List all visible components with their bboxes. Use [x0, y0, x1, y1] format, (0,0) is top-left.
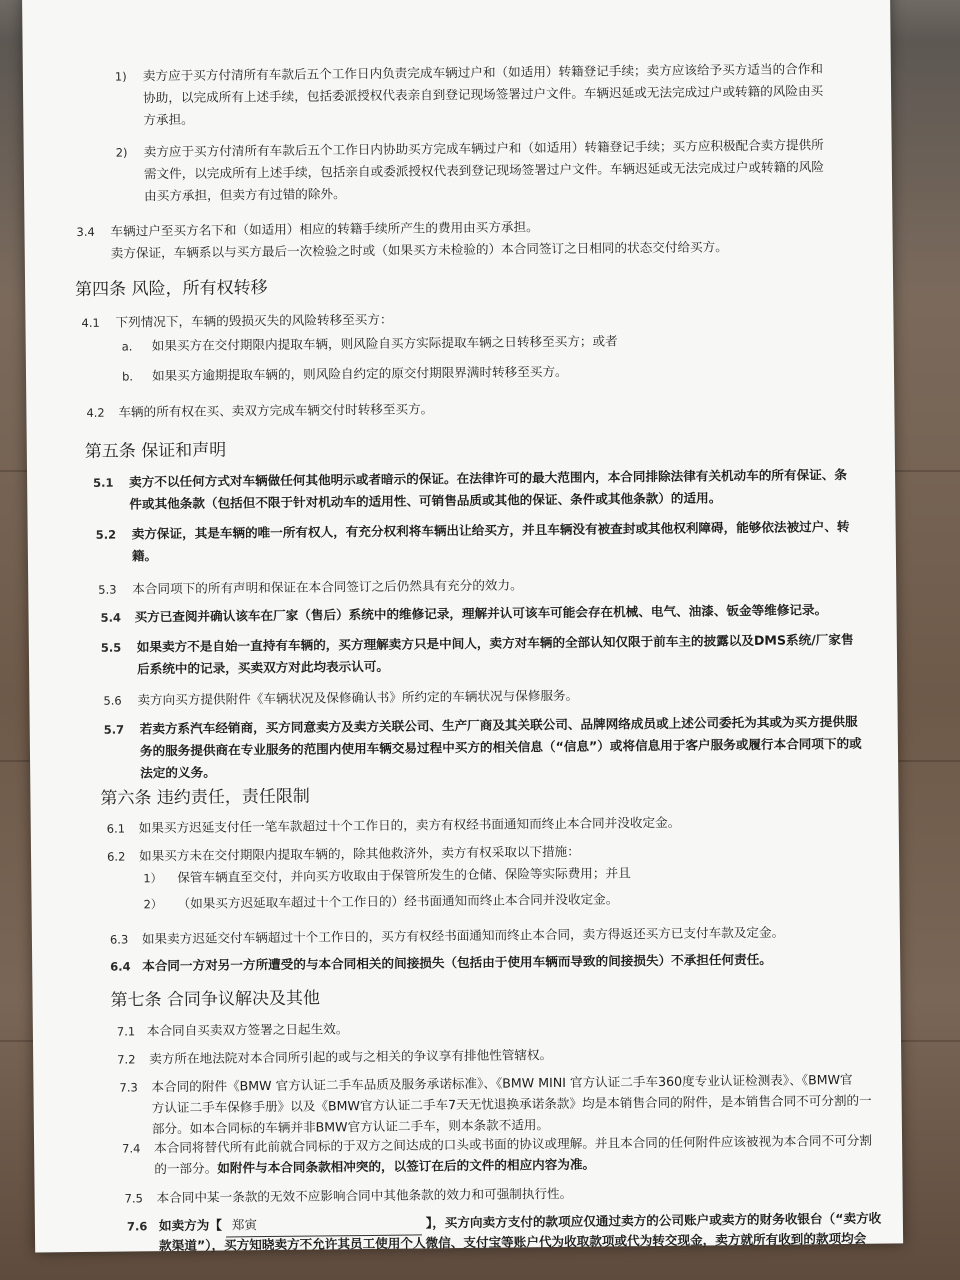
item-1-line: 协助，以完成所有上述手续，包括委派授权代表亲自到登记现场签署过户文件。车辆迟延或无法完成过户或转籍的风险由买 — [143, 83, 824, 106]
clause-6-4: 本合同一方对另一方所遭受的与本合同相关的间接损失（包括由于使用车辆而导致的间接损失）不承担任何责任。 — [142, 951, 772, 974]
clause-5-6: 卖方向买方提供附件《车辆状况及保修确认书》所约定的车辆状况与保修服务。 — [137, 687, 579, 708]
clause-3-4-line: 卖方保证，车辆系以与买方最后一次检验之时或（如果买方未检验的）本合同签订之日相同的状态交付给买方。 — [110, 239, 728, 261]
clause-number: 4.1 — [81, 315, 100, 330]
clause-number: 5.7 — [103, 722, 125, 737]
clause-number: 7.3 — [119, 1080, 138, 1095]
item-2-line: 需文件，以完成所有上述手续，包括亲自或委派授权代表到登记现场签署过户文件。车辆迟延或无法完成过户或转籍的风险 — [143, 159, 825, 182]
clause-7-6-suffix: 】，买方向卖方支付的款项应仅通过卖方的公司账户或卖方的财务收银台（“卖方收 — [425, 1210, 882, 1231]
clause-4-1-b: 如果买方逾期提取车辆的，则风险自约定的原交付期限界满时转移至买方。 — [151, 363, 568, 384]
clause-number: 3.4 — [76, 224, 95, 239]
clause-7-3-line: 部分。如本合同标的车辆并非BMW官方认证二手车，则本条款不适用。 — [151, 1117, 550, 1137]
subclause-number: 1） — [143, 871, 163, 886]
clause-number: 7.1 — [116, 1024, 136, 1039]
clause-number: 6.3 — [109, 932, 129, 947]
clause-5-2-line: 卖方保证，其是车辆的唯一所有权人，有充分权利将车辆出让给买方，并且车辆没有被查封或其他权利障碍，能够依法被过户、转 — [131, 518, 850, 542]
clause-number: 6.2 — [106, 849, 126, 864]
clause-6-3: 如果卖方迟延交付车辆超过十个工作日的，买方有权经书面通知而终止本合同，卖方得返还买方已支付车款及定金。 — [141, 924, 785, 947]
clause-number: 5.4 — [100, 610, 122, 625]
clause-7-5: 本合同中某一条款的无效不应影响合同中其他条款的效力和可强制执行性。 — [156, 1185, 573, 1206]
clause-6-2: 如果买方未在交付期限内提取车辆的，除其他救济外，卖方有权采取以下措施： — [138, 843, 580, 864]
clause-5-4: 买方已查阅并确认该车在厂家（售后）系统中的维修记录，理解并认可该车可能会存在机械、电气、油漆、钣金等维修记录。 — [134, 602, 828, 625]
clause-5-1-line: 件或其他条款（包括但不限于针对机动车的适用性、可销售品质或其他的保证、条件或其他条款）的适用。 — [129, 490, 722, 512]
clause-5-5-line: 后系统中的记录，买卖双方对此均表示认可。 — [137, 658, 390, 677]
item-2-line: 卖方应于买方付清所有车款后五个工作日内协助买方完成车辆过户和（如适用）转籍登记手续；买方应积极配合卖方提供所 — [143, 137, 824, 160]
clause-number: 6.4 — [110, 959, 131, 974]
clause-number: 7.4 — [122, 1141, 141, 1156]
clause-7-6-prefix: 如卖方为【 — [158, 1217, 222, 1234]
subclause-letter: b. — [121, 369, 134, 384]
clause-number: 7.6 — [126, 1219, 148, 1234]
clause-5-7-line: 若卖方系汽车经销商，买方同意卖方及卖方关联公司、生产厂商及其关联公司、品牌网络成员或上述公司委托为其或为买方提供服 — [139, 713, 858, 737]
clause-7-4-plain: 的一部分。 — [154, 1160, 218, 1177]
clause-7-6-line: 款渠道”），买方知晓卖方不允许其员工使用个人微信、支付宝等账户代为收取款项或代为转交现金，卖方就所有收到的款项均会 — [159, 1230, 867, 1254]
seller-name-field[interactable]: 郑寅 — [226, 1212, 422, 1237]
article-5-heading: 第五条 保证和声明 — [84, 440, 227, 462]
clause-5-5-line: 如果卖方不是自始一直持有车辆的，买方理解卖方只是中间人，卖方对车辆的全部认知仅限于前车主的披露以及DMS系统/厂家售 — [136, 631, 854, 655]
clause-5-2-line: 籍。 — [131, 548, 158, 564]
subclause-letter: a. — [121, 339, 133, 354]
clause-7-3-line: 本合同的附件《BMW 官方认证二手车品质及服务承诺标准》、《BMW MINI 官方认证二手车360度专业认证检测表》、《BMW官 — [151, 1071, 853, 1095]
clause-number: 7.2 — [117, 1052, 136, 1067]
clause-5-1-line: 卖方不以任何方式对车辆做任何其他明示或者暗示的保证。在法律许可的最大范围内，本合同排除法律有关机动车的所有保证、条 — [129, 466, 848, 490]
clause-4-1-a: 如果买方在交付期限内提取车辆，则风险自买方实际提取车辆之日转移至买方；或者 — [151, 333, 618, 354]
clause-7-4-line: 本合同将替代所有此前就合同标的于双方之间达成的口头或书面的协议或理解。并且本合同的任何附件应该被视为本合同不可分割 — [154, 1132, 872, 1156]
clause-number: 5.3 — [98, 582, 117, 597]
clause-7-2: 卖方所在地法院对本合同所引起的或与之相关的争议享有排他性管辖权。 — [149, 1047, 553, 1067]
clause-number: 5.6 — [103, 693, 122, 708]
clause-6-1: 如果买方迟延支付任一笔车款超过十个工作日的，卖方有权经书面通知而终止本合同并没收定金。 — [138, 814, 681, 836]
clause-7-1: 本合同自买卖双方签署之日起生效。 — [146, 1021, 349, 1039]
clause-4-2: 车辆的所有权在买、卖双方完成车辆交付时转移至买方。 — [118, 401, 434, 420]
item-1-line: 方承担。 — [143, 111, 194, 128]
item-number: 2) — [115, 145, 128, 160]
clause-7-4-line — [154, 1154, 595, 1181]
clause-5-3: 本合同项下的所有声明和保证在本合同签订之后仍然具有充分的效力。 — [132, 577, 523, 597]
clause-number: 4.2 — [86, 405, 105, 420]
clause-number: 5.1 — [93, 475, 114, 490]
clause-number: 5.5 — [100, 640, 122, 655]
clause-6-2-2: （如果买方迟延取车超过十个工作日的）经书面通知而终止本合同并没收定金。 — [177, 891, 619, 911]
clause-7-3-line: 方认证二手车保修手册》以及《BMW官方认证二手车7天无忧退换承诺条款》均是本销售合同的附件，是本销售合同不可分割的一 — [151, 1092, 872, 1116]
clause-5-7-line: 务的服务提供商在专业服务的范围内使用车辆交易过程中买方的相关信息（“信息”）或将信息用于客户服务或履行本合同项下的或 — [139, 735, 862, 759]
clause-number: 5.2 — [95, 527, 117, 542]
clause-6-2-1: 保管车辆直至交付，并向买方收取由于保管所发生的仓储、保险等实际费用；并且 — [177, 865, 631, 885]
clause-7-4-bold: 如附件与本合同条款相冲突的，以签订在后的文件的相应内容为准。 — [217, 1156, 596, 1176]
item-2-line: 由买方承担，但卖方有过错的除外。 — [144, 186, 346, 204]
article-6-heading: 第六条 违约责任，责任限制 — [100, 786, 310, 809]
contract-page — [22, 0, 903, 1252]
clause-5-7-line: 法定的义务。 — [140, 764, 216, 781]
clause-3-4-line: 车辆过户至买方名下和（如适用）相应的转籍手续所产生的费用由买方承担。 — [110, 219, 539, 239]
article-7-heading: 第七条 合同争议解决及其他 — [110, 988, 321, 1011]
subclause-number: 2） — [143, 897, 163, 912]
item-1-line: 卖方应于买方付清所有车款后五个工作日内负责完成车辆过户和（如适用）转籍登记手续；卖方应该给予买方适当的合作和 — [142, 61, 823, 84]
clause-number: 6.1 — [106, 821, 126, 836]
item-number: 1) — [114, 69, 127, 84]
article-4-heading: 第四条 风险，所有权转移 — [75, 277, 268, 301]
clause-4-1: 下列情况下，车辆的毁损灭失的风险转移至买方： — [115, 311, 393, 330]
clause-number: 7.5 — [124, 1191, 144, 1206]
